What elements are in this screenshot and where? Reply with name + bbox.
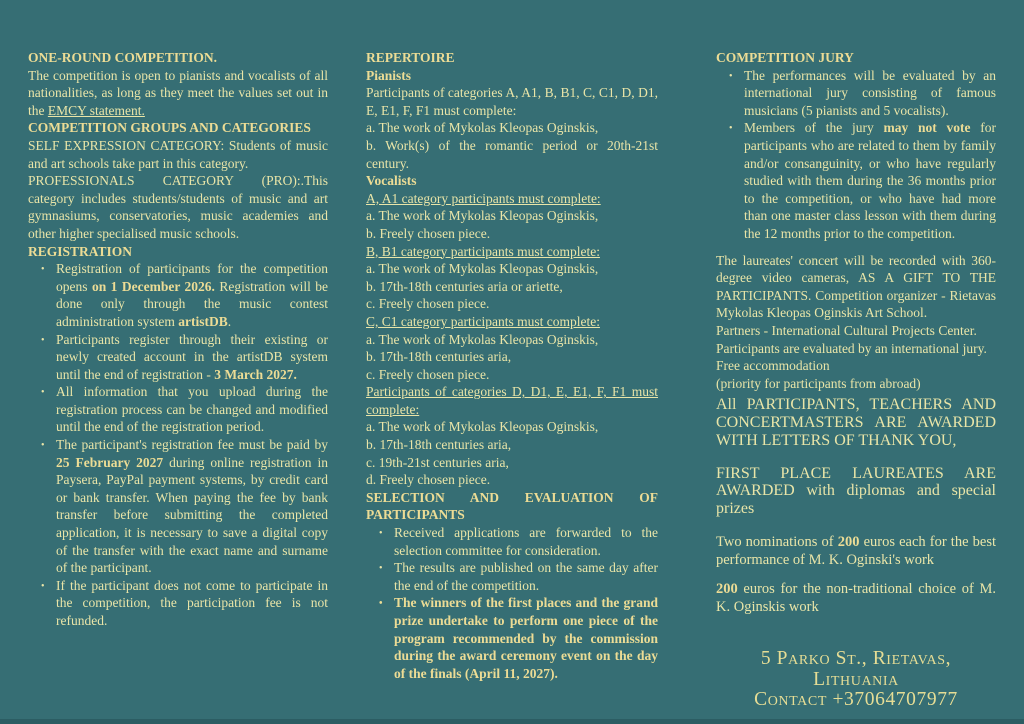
professionals-paragraph: PROFESSIONALS CATEGORY (PRO):.This category includes students/students of music and art gymnasiums, conservatories, music academies and other higher specialised music schools. bbox=[28, 173, 328, 241]
non-traditional-paragraph bbox=[716, 581, 996, 616]
laureates-concert-paragraph: The laureates' concert will be recorded with 360-degree video cameras, AS A GIFT TO THE PARTICIPANTS. Competition organizer - Rietavas Mykolas Kleopas Oginskis Art School. bbox=[716, 252, 996, 321]
heading-registration: REGISTRATION bbox=[28, 243, 133, 259]
evaluated-line: Participants are evaluated by an international jury. bbox=[716, 340, 987, 356]
column-competition-info bbox=[28, 49, 328, 630]
heading-one-round-competition: ONE-ROUND COMPETITION. bbox=[28, 50, 218, 65]
category-c-item-c: c. Freely chosen piece. bbox=[366, 366, 490, 382]
non-traditional-text: euros for the non-traditional choice of M. K. Oginskis work bbox=[716, 581, 996, 615]
pianists-item-b: b. Work(s) of the romantic period or 20th-21st century. bbox=[366, 137, 658, 171]
reg4-text-1: The participant's registration fee must be paid by bbox=[56, 437, 328, 453]
heading-selection-evaluation: SELECTION AND EVALUATION OF PARTICIPANTS bbox=[366, 489, 658, 523]
column-jury-awards bbox=[716, 49, 996, 711]
category-c-item-b: b. 17th-18th centuries aria, bbox=[366, 349, 512, 365]
nominations-amount: 200 bbox=[837, 534, 860, 551]
category-b-item-a: a. The work of Mykolas Kleopas Oginskis, bbox=[366, 261, 599, 277]
column-repertoire bbox=[366, 49, 658, 682]
registration-item-refund: • If the participant does not come to participate in the competition, the participation fee is not refunded. bbox=[28, 577, 328, 630]
contact-address bbox=[716, 649, 996, 711]
subheading-pianists: Pianists bbox=[366, 67, 412, 83]
address-line: 5 Parko St., Rietavas, Lithuania bbox=[760, 648, 952, 690]
nominations-paragraph bbox=[716, 534, 996, 569]
category-b-item-c: c. Freely chosen piece. bbox=[366, 296, 490, 312]
intro-text: The competition is open to pianists and vocalists of all nationalities, as long as they meet the values set out in the bbox=[28, 67, 328, 118]
reg1-date: on 1 December 2026. bbox=[91, 278, 215, 294]
reg2-deadline: 3 March 2027. bbox=[214, 366, 297, 382]
registration-list bbox=[28, 260, 328, 629]
selection-item-winners: • The winners of the first places and the grand prize undertake to perform one piece of the program recommended by the commission during the award ceremony event on the day of the finals (April 11, 2027). bbox=[366, 594, 658, 682]
category-d-item-c: c. 19th-21st centuries aria, bbox=[366, 454, 509, 470]
reg2-text-1: Participants register through their existing or newly created account in the artistDB system until the end of registration - bbox=[56, 331, 328, 382]
selection-list bbox=[366, 524, 658, 682]
first-place-paragraph: FIRST PLACE LAUREATES ARE AWARDED with diplomas and special prizes bbox=[716, 464, 996, 518]
category-a-item-a: a. The work of Mykolas Kleopas Oginskis, bbox=[366, 208, 599, 224]
category-c-item-a: a. The work of Mykolas Kleopas Oginskis, bbox=[366, 331, 599, 347]
reg4-text-2: during online registration in Paysera, PayPal payment systems, by credit card or bank transfer. When paying the fee by bank transfer before submitting the completed application, it is necessary to save a digital copy of the transfer with the exact name and surname of the participant. bbox=[56, 454, 328, 576]
category-a-heading: A, A1 category participants must complete: bbox=[366, 190, 601, 206]
partners-line: Partners - International Cultural Projects Center. bbox=[716, 322, 977, 338]
registration-item-modify: • All information that you upload during the registration process can be changed and modified until the end of the registration period. bbox=[28, 383, 328, 436]
jury-item-evaluation: • The performances will be evaluated by an international jury consisting of famous musicians (5 pianists and 5 vocalists). bbox=[716, 67, 996, 120]
heading-groups-categories: COMPETITION GROUPS AND CATEGORIES bbox=[28, 120, 311, 136]
reg1-text-1: Registration of participants for the competition opens bbox=[56, 261, 328, 294]
reg4-date: 25 February 2027 bbox=[56, 454, 164, 470]
category-b-heading: B, B1 category participants must complete: bbox=[366, 243, 600, 259]
category-b-item-b: b. 17th-18th centuries aria or ariette, bbox=[366, 278, 563, 294]
contact-phone: Contact +37064707977 bbox=[754, 689, 958, 711]
registration-item-opens bbox=[28, 260, 328, 330]
category-d-item-a: a. The work of Mykolas Kleopas Oginskis, bbox=[366, 419, 599, 435]
nominations-text-1: Two nominations of bbox=[716, 534, 838, 551]
pianists-item-a: a. The work of Mykolas Kleopas Oginskis, bbox=[366, 120, 599, 136]
selection-item-applications: • Received applications are forwarded to the selection committee for consideration. bbox=[366, 524, 658, 559]
self-expression-paragraph: SELF EXPRESSION CATEGORY: Students of music and art schools take part in this category. bbox=[28, 137, 328, 171]
jury-list bbox=[716, 67, 996, 243]
subheading-vocalists: Vocalists bbox=[366, 173, 417, 189]
heading-competition-jury: COMPETITION JURY bbox=[716, 50, 854, 65]
accommodation-line: Free accommodation bbox=[716, 358, 830, 374]
registration-item-account bbox=[28, 331, 328, 384]
pianists-intro: Participants of categories A, A1, B, B1, C, C1, D, D1, E, E1, F, F1 must complete: bbox=[366, 85, 658, 118]
emcy-statement-link[interactable]: EMCY statement. bbox=[47, 102, 145, 118]
intro-paragraph bbox=[28, 67, 328, 120]
page-bottom-edge bbox=[0, 719, 1024, 724]
category-d-heading: Participants of categories D, D1, E, E1, F, F1 must complete: bbox=[366, 384, 658, 417]
jury-item-voting bbox=[716, 119, 996, 242]
awarded-all-paragraph: All PARTICIPANTS, TEACHERS AND CONCERTMASTERS ARE AWARDED WITH LETTERS OF THANK YOU, bbox=[716, 396, 996, 449]
jury2-may-not-vote: may not vote bbox=[883, 120, 971, 136]
jury2-text-1: Members of the jury bbox=[744, 120, 884, 136]
non-traditional-amount: 200 bbox=[716, 581, 738, 598]
reg1-artistdb: artistDB bbox=[178, 313, 228, 329]
jury2-text-2: for participants who are related to them by family and/or consanguinity, or who have regularly studied with them during the 36 months prior to the competition, or who have had more than one master class lesson with them during the 12 months prior to the competition. bbox=[744, 120, 996, 241]
category-c-heading: C, C1 category participants must complete: bbox=[366, 313, 600, 329]
registration-item-fee bbox=[28, 436, 328, 577]
nominations-text-2: euros each for the best performance of M. K. Oginski's work bbox=[716, 534, 996, 568]
reg1-text-2: Registration will be done only through the music contest administration system bbox=[56, 278, 329, 329]
selection-item-results: • The results are published on the same day after the end of the competition. bbox=[366, 559, 658, 594]
accommodation-note: (priority for participants from abroad) bbox=[716, 375, 921, 391]
category-d-item-b: b. 17th-18th centuries aria, bbox=[366, 437, 512, 453]
category-a-item-b: b. Freely chosen piece. bbox=[366, 225, 491, 241]
reg1-text-3: . bbox=[227, 313, 232, 329]
category-d-item-d: d. Freely chosen piece. bbox=[366, 472, 491, 488]
heading-repertoire: REPERTOIRE bbox=[366, 50, 455, 65]
